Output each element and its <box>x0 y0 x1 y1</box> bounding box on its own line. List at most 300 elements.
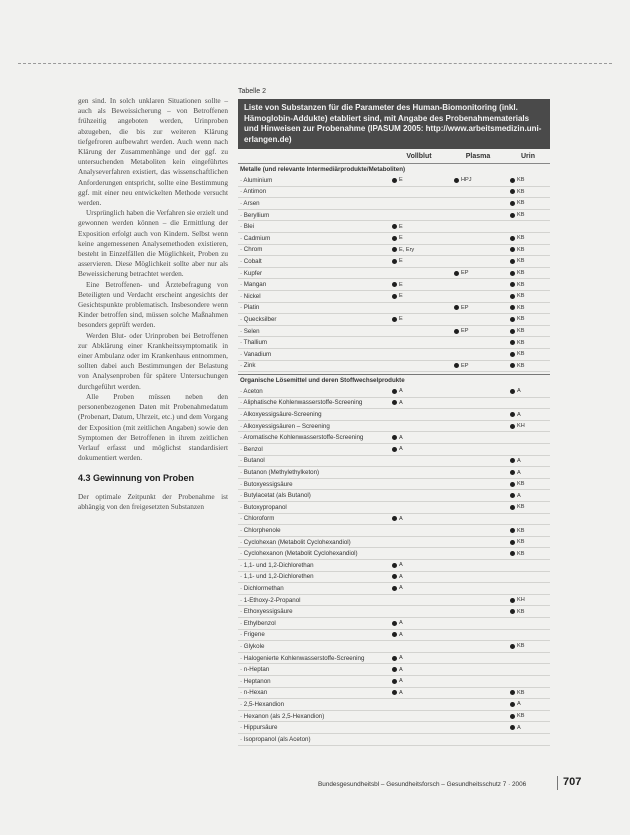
substance-name: · 1-Ethoxy-2-Propanol <box>240 596 301 604</box>
method-code: KB <box>517 258 525 265</box>
method-code: KB <box>517 689 525 696</box>
substance-name: · Quecksilber <box>240 315 277 323</box>
substance-name: · 1,1- und 1,2-Dichlorethen <box>240 573 314 581</box>
page-number-divider <box>557 776 558 790</box>
bullet-dot-icon <box>510 201 515 206</box>
table-row <box>238 688 550 700</box>
table-row <box>238 676 550 688</box>
table-section-title: Organische Lösemittel und deren Stoffwechselprodukte <box>240 377 405 385</box>
vollblut-cell <box>388 667 450 673</box>
urin-cell <box>506 551 550 557</box>
page-number: 707 <box>563 776 582 788</box>
table-row <box>238 361 550 373</box>
bullet-dot-icon <box>510 551 515 556</box>
bullet-dot-icon <box>510 352 515 357</box>
urin-cell <box>506 258 550 264</box>
method-code: KB <box>517 316 525 323</box>
substance-name: · n-Heptan <box>240 666 270 674</box>
urin-cell <box>506 212 550 218</box>
method-code: A <box>517 388 521 395</box>
vollblut-cell <box>388 516 450 522</box>
urin-cell <box>506 282 550 288</box>
method-code: KB <box>517 362 525 369</box>
table-row <box>238 444 550 456</box>
table-row <box>238 502 550 514</box>
table-row <box>238 641 550 653</box>
substance-name: · Arsen <box>240 199 260 207</box>
method-code: KB <box>517 177 525 184</box>
plasma-cell <box>450 328 506 334</box>
bullet-dot-icon <box>454 305 459 310</box>
vollblut-cell <box>388 316 450 322</box>
urin-cell <box>506 597 550 603</box>
method-code: KB <box>517 246 525 253</box>
substance-name: · Frigene <box>240 631 265 639</box>
bullet-dot-icon <box>392 667 397 672</box>
substance-name: · Butylacetat (als Butanol) <box>240 492 311 500</box>
table-row <box>238 467 550 479</box>
substance-name: · Benzol <box>240 445 263 453</box>
substance-name: · Cyclohexan (Metabolit Cyclohexandiol) <box>240 538 351 546</box>
bullet-dot-icon <box>392 621 397 626</box>
substance-name: · Alkoxyessigsäuren – Screening <box>240 422 330 430</box>
table-row <box>238 432 550 444</box>
bullet-dot-icon <box>454 363 459 368</box>
substance-name: · Antimon <box>240 188 267 196</box>
bullet-dot-icon <box>510 609 515 614</box>
method-code: E <box>399 235 403 242</box>
method-code: E <box>399 223 403 230</box>
urin-cell <box>506 340 550 346</box>
bullet-dot-icon <box>392 679 397 684</box>
bullet-dot-icon <box>510 389 515 394</box>
method-code: KB <box>517 539 525 546</box>
urin-cell <box>506 609 550 615</box>
table-row <box>238 595 550 607</box>
bullet-dot-icon <box>510 644 515 649</box>
urin-cell <box>506 412 550 418</box>
bullet-dot-icon <box>510 247 515 252</box>
vollblut-cell <box>388 620 450 626</box>
bullet-dot-icon <box>392 447 397 452</box>
table-row <box>238 548 550 560</box>
urin-cell <box>506 351 550 357</box>
bullet-dot-icon <box>392 317 397 322</box>
substance-name: · Chrom <box>240 246 263 254</box>
method-code: A <box>399 388 403 395</box>
method-code: KB <box>517 504 525 511</box>
plasma-cell <box>450 363 506 369</box>
substance-name: · Hexanon (als 2,5-Hexandion) <box>240 712 325 720</box>
method-code: A <box>399 515 403 522</box>
table-row <box>238 664 550 676</box>
urin-cell <box>506 470 550 476</box>
bullet-dot-icon <box>510 493 515 498</box>
substance-name: · Dichlormethan <box>240 584 284 592</box>
table-row <box>238 187 550 199</box>
table-row <box>238 711 550 723</box>
substance-name: · Mangan <box>240 281 267 289</box>
substance-name: · Blei <box>240 223 255 231</box>
substance-name: · Butoxyessigsäure <box>240 480 293 488</box>
substance-name: · Glykole <box>240 642 265 650</box>
substance-name: · Ethoxyessigsäure <box>240 608 293 616</box>
method-code: KB <box>517 212 525 219</box>
column-headers <box>238 149 550 164</box>
table-section-title: Metalle (und relevante Intermediärprodukte/Metaboliten) <box>240 166 406 173</box>
method-code: A <box>399 399 403 406</box>
bullet-dot-icon <box>392 282 397 287</box>
bullet-dot-icon <box>392 632 397 637</box>
bullet-dot-icon <box>510 236 515 241</box>
substance-name: · Hippursäure <box>240 724 278 732</box>
bullet-dot-icon <box>392 236 397 241</box>
table-row <box>238 398 550 410</box>
substance-name: · Butanol <box>240 457 265 465</box>
method-code: KB <box>517 270 525 277</box>
bullet-dot-icon <box>392 690 397 695</box>
plasma-cell <box>450 270 506 276</box>
bullet-dot-icon <box>510 412 515 417</box>
method-code: KB <box>517 200 525 207</box>
bullet-dot-icon <box>510 714 515 719</box>
table-row <box>238 268 550 280</box>
plasma-cell <box>450 305 506 311</box>
vollblut-cell <box>388 388 450 394</box>
table-row <box>238 525 550 537</box>
method-code: KB <box>517 188 525 195</box>
urin-cell <box>506 316 550 322</box>
bullet-dot-icon <box>510 690 515 695</box>
bullet-dot-icon <box>392 400 397 405</box>
col-head-vollblut: Vollblut <box>406 152 432 160</box>
bullet-dot-icon <box>510 702 515 707</box>
method-code: A <box>517 411 521 418</box>
left-text-column <box>78 96 228 512</box>
journal-footer: Bundesgesundheitsbl – Gesundheitsforsch – Gesundheitsschutz 7 · 2006 <box>318 781 527 788</box>
urin-cell <box>506 328 550 334</box>
bullet-dot-icon <box>510 725 515 730</box>
body-paragraph: Werden Blut- oder Urinproben bei Betroffenen zur Abklärung einer Krankheitssymptomatik in einer Ambulanz oder im Krankenhaus entnommen, sollten dabei auch Bestimmungen der Belastung von Analysenproben für spätere Untersuchungen durchgeführt werden. <box>78 330 228 391</box>
method-code: KB <box>517 293 525 300</box>
method-code: KH <box>517 423 525 430</box>
urin-cell <box>506 200 550 206</box>
substance-name: · Aliphatische Kohlenwasserstoffe-Screening <box>240 399 363 407</box>
method-code: KB <box>517 351 525 358</box>
bullet-dot-icon <box>392 574 397 579</box>
method-code: KB <box>517 328 525 335</box>
method-code: A <box>399 620 403 627</box>
substance-name: · Thallium <box>240 339 268 347</box>
urin-cell <box>506 270 550 276</box>
substance-name: · Alkoxyessigsäure-Screening <box>240 411 322 419</box>
bullet-dot-icon <box>392 563 397 568</box>
table-row <box>238 175 550 187</box>
bullet-dot-icon <box>510 317 515 322</box>
urin-cell <box>506 293 550 299</box>
substance-name: · Heptanon <box>240 677 271 685</box>
bullet-dot-icon <box>392 224 397 229</box>
substance-name: · Aceton <box>240 387 263 395</box>
substance-name: · 1,1- und 1,2-Dichlorethan <box>240 561 314 569</box>
table-row <box>238 337 550 349</box>
substance-name: · Zink <box>240 362 256 370</box>
bullet-dot-icon <box>510 540 515 545</box>
substance-name: · Cyclohexanon (Metabolit Cyclohexandiol) <box>240 550 358 558</box>
method-code: A <box>399 678 403 685</box>
urin-cell <box>506 643 550 649</box>
table-row <box>238 210 550 222</box>
table-row <box>238 630 550 642</box>
table-row <box>238 734 550 746</box>
table-title: Liste von Substanzen für die Parameter des Human-Biomonitoring (inkl. Hämoglobin-Addukte) etabliert sind, mit Angabe des Probenahmematerials und Hinweisen zur Probenahme (IPASUM 2005: http://www.arbeitsmedizin.uni-erlangen.de) <box>238 99 550 149</box>
bullet-dot-icon <box>392 435 397 440</box>
table-body <box>238 164 550 746</box>
method-code: E <box>399 258 403 265</box>
method-code: A <box>517 724 521 731</box>
method-code: A <box>399 573 403 580</box>
bullet-dot-icon <box>392 656 397 661</box>
substance-name: · Chlorphenole <box>240 527 281 535</box>
bullet-dot-icon <box>510 598 515 603</box>
section-heading: 4.3 Gewinnung von Proben <box>78 473 195 484</box>
vollblut-cell <box>388 435 450 441</box>
method-code: KB <box>517 235 525 242</box>
col-head-urin: Urin <box>521 152 535 160</box>
urin-cell <box>506 235 550 241</box>
vollblut-cell <box>388 282 450 288</box>
substance-name: · Vanadium <box>240 350 272 358</box>
table-row <box>238 409 550 421</box>
bullet-dot-icon <box>510 294 515 299</box>
substance-name: · Ethylbenzol <box>240 619 276 627</box>
table-row <box>238 221 550 233</box>
method-code: A <box>517 492 521 499</box>
body-paragraph: Ursprünglich haben die Verfahren sie erzielt und gewonnen werden können – die Ermittlung der Exposition erfolgt auch von Kindern. Selbst wenn keine angemessenen Analysemethoden existieren, besteht in Einzelfällen die Möglichkeit, Proben zu asservieren. Diese Möglichkeit sollte aber nur als Beweissicherung betrachtet werden. <box>78 208 228 279</box>
table-row <box>238 583 550 595</box>
col-head-plasma: Plasma <box>465 152 491 160</box>
substance-name: · Isopropanol (als Aceton) <box>240 735 311 743</box>
bullet-dot-icon <box>510 470 515 475</box>
urin-cell <box>506 539 550 545</box>
method-code: KH <box>517 597 525 604</box>
method-code: A <box>399 666 403 673</box>
table-row <box>238 245 550 257</box>
substance-name: · Selen <box>240 327 260 335</box>
urin-cell <box>506 493 550 499</box>
substance-name: · Aromatische Kohlenwasserstoffe-Screening <box>240 434 364 442</box>
vollblut-cell <box>388 562 450 568</box>
bullet-dot-icon <box>510 329 515 334</box>
table-row <box>238 606 550 618</box>
urin-cell <box>506 528 550 534</box>
table-label: Tabelle 2 <box>238 88 267 95</box>
bullet-dot-icon <box>510 271 515 276</box>
table-row <box>238 537 550 549</box>
bullet-dot-icon <box>454 178 459 183</box>
bullet-dot-icon <box>510 340 515 345</box>
bullet-dot-icon <box>510 189 515 194</box>
bullet-dot-icon <box>392 389 397 394</box>
table-row <box>238 198 550 210</box>
substance-name: · Kupfer <box>240 269 263 277</box>
table-row <box>238 291 550 303</box>
urin-cell <box>506 177 550 183</box>
method-code: KB <box>517 481 525 488</box>
urin-cell <box>506 504 550 510</box>
urin-cell <box>506 690 550 696</box>
vollblut-cell <box>388 446 450 452</box>
vollblut-cell <box>388 585 450 591</box>
bullet-dot-icon <box>510 482 515 487</box>
urin-cell <box>506 713 550 719</box>
table-row <box>238 314 550 326</box>
table-row <box>238 326 550 338</box>
bullet-dot-icon <box>510 505 515 510</box>
substance-name: · Cobalt <box>240 257 262 265</box>
urin-cell <box>506 305 550 311</box>
bullet-dot-icon <box>392 516 397 521</box>
method-code: KB <box>517 281 525 288</box>
method-code: A <box>399 562 403 569</box>
bullet-dot-icon <box>392 178 397 183</box>
bullet-dot-icon <box>392 247 397 252</box>
method-code: EP <box>461 328 469 335</box>
method-code: A <box>399 434 403 441</box>
substance-name: · Halogenierte Kohlenwasserstoffe-Screening <box>240 654 365 662</box>
plasma-cell <box>450 177 506 183</box>
urin-cell <box>506 458 550 464</box>
bullet-dot-icon <box>510 178 515 183</box>
method-code: A <box>399 689 403 696</box>
vollblut-cell <box>388 678 450 684</box>
body-paragraph: Alle Proben müssen neben den personenbezogenen Daten mit Probenahmedatum (Probenart, Datum, Uhrzeit, etc.) und dem Vorgang der Exposition (mit zeitlichen Angaben) sowie den Symptomen der Betroffenen in ihrem zeitlichen Verlauf erfasst und möglichst standardisiert dokumentiert werden. <box>78 391 228 463</box>
table-row <box>238 386 550 398</box>
method-code: KB <box>517 713 525 720</box>
method-code: A <box>517 469 521 476</box>
bullet-dot-icon <box>510 259 515 264</box>
bullet-dot-icon <box>510 282 515 287</box>
substance-name: · 2,5-Hexandion <box>240 700 285 708</box>
method-code: EP <box>461 304 469 311</box>
bullet-dot-icon <box>454 271 459 276</box>
vollblut-cell <box>388 235 450 241</box>
vollblut-cell <box>388 247 450 253</box>
table-row <box>238 349 550 361</box>
table-row <box>238 421 550 433</box>
substance-name: · Butoxypropanol <box>240 503 287 511</box>
table-row <box>238 699 550 711</box>
table-row <box>238 479 550 491</box>
method-code: A <box>517 457 521 464</box>
method-code: KB <box>517 550 525 557</box>
vollblut-cell <box>388 177 450 183</box>
substance-name: · Butanon (Methylethylketon) <box>240 469 320 477</box>
method-code: KB <box>517 339 525 346</box>
top-divider <box>18 63 612 64</box>
table-row <box>238 279 550 291</box>
vollblut-cell <box>388 632 450 638</box>
body-paragraphs <box>78 96 228 463</box>
table-row <box>238 560 550 572</box>
bullet-dot-icon <box>510 424 515 429</box>
bullet-dot-icon <box>392 259 397 264</box>
bullet-dot-icon <box>510 305 515 310</box>
table-row <box>238 722 550 734</box>
urin-cell <box>506 388 550 394</box>
method-code: A <box>399 631 403 638</box>
method-code: HPJ <box>461 177 472 184</box>
substance-name: · Chloroform <box>240 515 275 523</box>
bullet-dot-icon <box>510 528 515 533</box>
method-code: EP <box>461 362 469 369</box>
method-code: KB <box>517 527 525 534</box>
method-code: E <box>399 316 403 323</box>
method-code: E <box>399 293 403 300</box>
method-code: KB <box>517 643 525 650</box>
method-code: E <box>399 281 403 288</box>
vollblut-cell <box>388 258 450 264</box>
urin-cell <box>506 481 550 487</box>
method-code: KB <box>517 304 525 311</box>
substance-name: · Beryllium <box>240 211 270 219</box>
vollblut-cell <box>388 400 450 406</box>
bullet-dot-icon <box>510 363 515 368</box>
bullet-dot-icon <box>510 458 515 463</box>
vollblut-cell <box>388 293 450 299</box>
table-row <box>238 514 550 526</box>
substance-name: · n-Hexan <box>240 689 268 697</box>
substance-name: · Cadmium <box>240 234 271 242</box>
tail-paragraph: Der optimale Zeitpunkt der Probenahme ist abhängig von den freigesetzten Substanzen <box>78 491 228 511</box>
urin-cell <box>506 701 550 707</box>
body-paragraph: Eine Betroffenen- und Ärztebefragung von Beteiligten und Verdacht erscheint angesichts der Gesichtspunkte problematisch. Insbesondere wenn Kinder betroffen sind, müssen solche Maßnahmen besonders geprüft werden. <box>78 279 228 330</box>
bullet-dot-icon <box>392 294 397 299</box>
substance-name: · Nickel <box>240 292 261 300</box>
table-row <box>238 653 550 665</box>
table-row <box>238 618 550 630</box>
urin-cell <box>506 363 550 369</box>
bullet-dot-icon <box>454 329 459 334</box>
method-code: A <box>399 585 403 592</box>
method-code: A <box>399 655 403 662</box>
method-code: E, Ery <box>399 246 415 253</box>
method-code: E <box>399 177 403 184</box>
table-row <box>238 233 550 245</box>
table-row <box>238 572 550 584</box>
bullet-dot-icon <box>510 213 515 218</box>
body-paragraph: gen sind. In solch unklaren Situationen sollte – auch als Beweissicherung – von Betroffenen frühzeitig angeboten werden, Urinproben abzugeben, die bis zur weiteren Klärung tiefgefroren aufbewahrt werden. Auch wenn nach Klärung der Zusammenhänge und der ggf. zu untersuchenden Metaboliten kein eingeführtes Analyseverfahren existiert, das wissenschaftlichen Anforderungen entspricht, sollte eine Bestimmung ggf. mit einer neu entwickelten Methode versucht werden. <box>78 96 228 208</box>
table-row <box>238 303 550 315</box>
table-row <box>238 256 550 268</box>
vollblut-cell <box>388 690 450 696</box>
urin-cell <box>506 423 550 429</box>
method-code: A <box>517 701 521 708</box>
method-code: A <box>399 446 403 453</box>
vollblut-cell <box>388 574 450 580</box>
substance-name: · Platin <box>240 304 260 312</box>
urin-cell <box>506 247 550 253</box>
method-code: KB <box>517 608 525 615</box>
table-row <box>238 490 550 502</box>
urin-cell <box>506 189 550 195</box>
bullet-dot-icon <box>392 586 397 591</box>
vollblut-cell <box>388 655 450 661</box>
substance-table <box>238 88 550 746</box>
substance-name: · Aluminium <box>240 176 273 184</box>
method-code: EP <box>461 270 469 277</box>
vollblut-cell <box>388 224 450 230</box>
